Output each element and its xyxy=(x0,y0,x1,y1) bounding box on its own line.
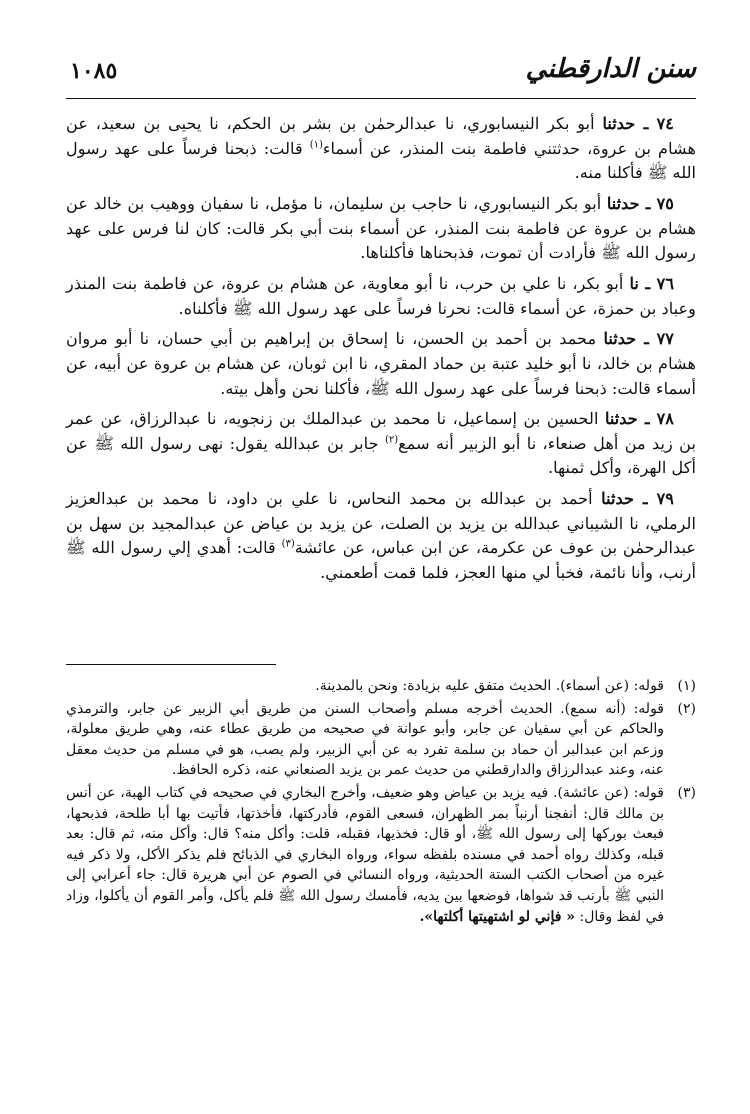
hadith-79: ٧٩ ـ حدثنا أحمد بن عبدالله بن محمد النحاس، نا علي بن داود، نا محمد بن عبدالعزيز الرملي، نا الشيباني عبدالله بن يزيد بن الصلت، عن يزيد بن عياض عن عبدالمجيد بن سهل بن عبدالرحمٰن بن عوف عن عكرمة، عن ابن عباس، عن عائشة$^{(٣)}$ قالت: أهدي إلي رسول الله ﷺ أرنب، وأنا نائمة، فخبأ لي منها العجز، فلما قمت أطعمني. xyxy=(66,489,696,583)
footnote-body: قوله: (عن أسماء). الحديث متفق عليه بزيادة: ونحن بالمدينة. xyxy=(315,678,664,694)
hadith-number: ٧٥ xyxy=(656,193,674,213)
footnote-2 xyxy=(66,699,696,781)
hadith-text: أبو بكر النيسابوري، نا عبدالرحمٰن بن بشر بن الحكم، نا يحيى بن سعيد، عن هشام بن عروة، حدثتني فاطمة بنت المنذر، عن أسماء xyxy=(66,114,696,158)
footnote-number: (٢) xyxy=(677,700,696,717)
footnote-ref: (٢) xyxy=(384,434,399,446)
hadith-number: ٧٧ xyxy=(656,329,674,349)
footnote-1 xyxy=(66,676,696,697)
footnote-number: (٣) xyxy=(677,784,696,801)
hadith-number: ٧٦ xyxy=(656,273,675,293)
hadith-text: محمد بن أحمد بن الحسن، نا إسحاق بن إبراهيم بن أبي حسان، نا أبو مروان هشام بن خالد، نا أبو خليد عتبة بن حماد المقري، نا ابن ثوبان، عن هشام بن عروة عن أبيه، عن أسماء قالت: ذبحنا فرساً على عهد رسول الله ﷺ، فأكلنا نحن وأهل بيته. xyxy=(66,329,696,398)
hadith-lead: نا xyxy=(629,273,639,293)
hadith-77: ٧٧ ـ حدثنا محمد بن أحمد بن الحسن، نا إسحاق بن إبراهيم بن أبي حسان، نا أبو مروان هشام بن خالد، نا أبو خليد عتبة بن حماد المقري، نا ابن ثوبان، عن هشام بن عروة عن أبيه، عن أسماء قالت: ذبحنا فرساً على عهد رسول الله ﷺ، فأكلنا نحن وأهل بيته. xyxy=(66,329,696,398)
footnote-body: قوله: (أنه سمع). الحديث أخرجه مسلم وأصحاب السنن من طريق أبي الزبير عن جابر، والترمذي والحاكم عن أبي سفيان عن جابر، وأبو عوانة في صحيحه من طريق عطاء عنه، وهي طريق معلولة، وزعم ابن عبدالبر أن حماد بن سلمة تفرد به عن أبي الزبير، ولم يصب، هو في مسلم من حديث معقل عنه، وعند عبدالرزاق والدارقطني من حديث عمر بن يزيد الصنعاني عنه، ذكره الحافظ. xyxy=(66,700,664,779)
hadith-lead: حدثنا xyxy=(603,329,637,349)
hadith-text: أحمد بن عبدالله بن محمد النحاس، نا علي بن داود، نا محمد بن عبدالعزيز الرملي، نا الشيباني عبدالله بن يزيد بن الصلت، عن يزيد بن عياض عن عبدالمجيد بن سهل بن عبدالرحمٰن بن عوف عن عكرمة، عن ابن عباس، عن عائشة xyxy=(66,489,696,558)
hadith-text: الحسين بن إسماعيل، نا محمد بن عبدالملك بن زنجويه، نا عبدالرزاق، عن عمر بن زيد من أهل صنعاء، نا أبو الزبير أنه سمع xyxy=(66,409,697,453)
hadith-lead: حدثنا xyxy=(606,193,640,213)
footnote-text xyxy=(66,783,664,927)
footnote-text xyxy=(66,699,664,781)
book-title: سنن الدارقطني xyxy=(525,54,696,84)
footnote-3 xyxy=(66,783,696,927)
footnote-text xyxy=(66,676,664,697)
hadith-number: ٧٤ xyxy=(656,114,674,133)
footnote-quote: « فإني لو اشتهيتها أكلتها». xyxy=(419,908,576,925)
page-number: ١٠٨٥ xyxy=(70,58,118,84)
hadith-number: ٧٨ xyxy=(656,409,674,429)
page-header xyxy=(66,52,696,99)
hadith-lead: حدثنا xyxy=(602,114,636,133)
footnote-list xyxy=(66,676,696,929)
hadith-list xyxy=(66,112,696,592)
hadith-text: أبو بكر، نا علي بن حرب، نا أبو معاوية، عن هشام بن عروة، عن فاطمة بنت المنذر وعباد بن حمزة، عن أسماء قالت: نحرنا فرساً على عهد رسول الله ﷺ فأكلناه. xyxy=(66,273,696,318)
footnote-ref: (١) xyxy=(309,139,323,151)
hadith-75: ٧٥ ـ حدثنا أبو بكر النيسابوري، نا حاجب بن سليمان، نا مؤمل، نا سفيان ووهيب بن خالد عن هشام بن عروة عن فاطمة بنت المنذر، عن أسماء بنت أبي بكر قالت: كان لنا فرس على عهد رسول الله ﷺ فأرادت أن تموت، فذبحناها فأكلناها. xyxy=(66,193,696,263)
hadith-78: ٧٨ ـ حدثنا الحسين بن إسماعيل، نا محمد بن عبدالملك بن زنجويه، نا عبدالرزاق، عن عمر بن زيد من أهل صنعاء، نا أبو الزبير أنه سمع$^{(٢)}$ جابر بن عبدالله يقول: نهى رسول الله ﷺ عن أكل الهرة، وأكل ثمنها. xyxy=(66,409,697,478)
footnote-body: قوله: (عن عائشة). فيه يزيد بن عياض وهو ضعيف، وأخرج البخاري في صحيحه في كتاب الهبة، عن أنس بن مالك قال: أنفجنا أرنباً بمر الظهران، فسعى القوم، فأدركتها، فأخذتها، فأتيت بها أبا طلحة، فذبحها، فبعث بوركها إلى رسول الله ﷺ، أو قال: فخذيها، فقبله، قلت: وأكل منه؟ قال: وأكل منه، ثم قال: بعد قبله، وكذلك رواه أحمد في مسنده بلفظه سواء، ورواه البخاري في الذبائح فلم يذكر الأكل، ولا ذكر فيه غيره من أصحاب الكتب الستة الحديثية، ورواه النسائي في الصوم عن أبي هريرة قال: جاء أعرابي إلى النبي ﷺ بأرنب قد شواها، فوضعها بين يديه، فأمسك رسول الله ﷺ فلم يأكل، وأمر القوم أن يأكلوا، وزاد في لفظ وقال: xyxy=(66,784,664,925)
footnote-ref: (٣) xyxy=(281,539,295,551)
hadith-text-continued: قالت: ذبحنا فرساً على عهد رسول الله ﷺ فأكلنا منه. xyxy=(66,138,696,183)
hadith-76: ٧٦ ـ نا أبو بكر، نا علي بن حرب، نا أبو معاوية، عن هشام بن عروة، عن فاطمة بنت المنذر وعباد بن حمزة، عن أسماء قالت: نحرنا فرساً على عهد رسول الله ﷺ فأكلناه. xyxy=(66,273,696,318)
hadith-text-continued: جابر بن عبدالله يقول: نهى رسول الله ﷺ عن أكل الهرة، وأكل ثمنها. xyxy=(66,433,696,478)
hadith-text-continued: قالت: أهدي إلي رسول الله ﷺ أرنب، وأنا نائمة، فخبأ لي منها العجز، فلما قمت أطعمني. xyxy=(66,538,696,583)
hadith-74: ٧٤ ـ حدثنا أبو بكر النيسابوري، نا عبدالرحمٰن بن بشر بن الحكم، نا يحيى بن سعيد، عن هشام بن عروة، حدثتني فاطمة بنت المنذر، عن أسماء$^{(١)}$ قالت: ذبحنا فرساً على عهد رسول الله ﷺ فأكلنا منه. xyxy=(66,114,696,183)
footnote-number: (١) xyxy=(677,678,696,694)
hadith-lead: حدثنا xyxy=(604,409,638,429)
hadith-lead: حدثنا xyxy=(601,489,634,509)
footnote-divider xyxy=(66,664,276,665)
hadith-number: ٧٩ xyxy=(656,489,674,509)
hadith-text: أبو بكر النيسابوري، نا حاجب بن سليمان، نا مؤمل، نا سفيان ووهيب بن خالد عن هشام بن عروة عن فاطمة بنت المنذر، عن أسماء بنت أبي بكر قالت: كان لنا فرس على عهد رسول الله ﷺ فأرادت أن تموت، فذبحناها فأكلناها. xyxy=(66,193,696,263)
